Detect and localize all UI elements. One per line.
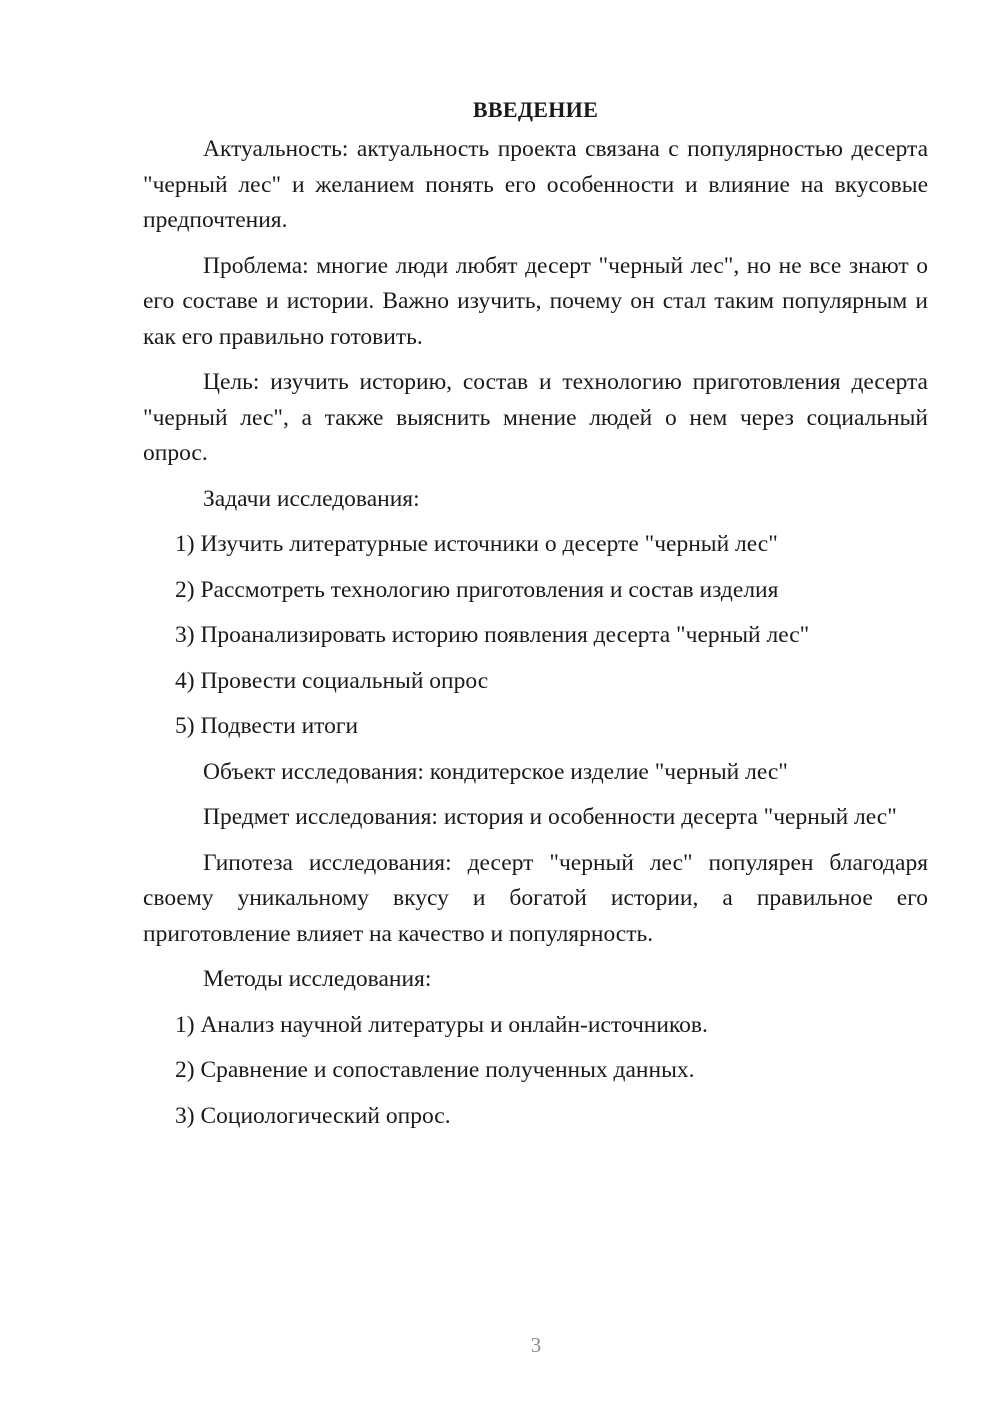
task-item: 4) Провести социальный опрос xyxy=(175,667,489,694)
method-item: 1) Анализ научной литературы и онлайн-источников. xyxy=(175,1011,708,1038)
tasks-heading: Задачи исследования: xyxy=(203,485,420,512)
task-item: 5) Подвести итоги xyxy=(175,713,359,739)
methods-heading: Методы исследования: xyxy=(203,966,432,992)
object-line: Объект исследования: кондитерское изделие "черный лес" xyxy=(203,758,788,785)
problem-paragraph: Проблема: многие люди любят десерт "черный лес", но не все знают о его составе и истории. Важно изучить, почему он стал таким популярным и как его правильно готовить. xyxy=(143,252,928,350)
hypothesis-paragraph: Гипотеза исследования: десерт "черный лес" популярен благодаря своему уникальному вкусу и богатой истории, а правильное его приготовление влияет на качество и популярность. xyxy=(143,849,928,947)
subject-line: Предмет исследования: история и особенности десерта "черный лес" xyxy=(203,804,897,830)
section-title: ВВЕДЕНИЕ xyxy=(472,97,599,122)
task-item: 1) Изучить литературные источники о десерте "черный лес" xyxy=(175,531,778,557)
relevance-paragraph: Актуальность: актуальность проекта связана с популярностью десерта "черный лес" и желанием понять его особенности и влияние на вкусовые предпочтения. xyxy=(143,136,928,233)
method-item: 2) Сравнение и сопоставление полученных данных. xyxy=(175,1057,695,1083)
page-content xyxy=(143,94,928,1144)
task-item: 3) Проанализировать историю появления десерта "черный лес" xyxy=(175,622,810,648)
goal-paragraph: Цель: изучить историю, состав и технологию приготовления десерта "черный лес", а также выяснить мнение людей о нем через социальный опрос. xyxy=(143,369,928,466)
method-item: 3) Социологический опрос. xyxy=(175,1102,451,1129)
task-item: 2) Рассмотреть технологию приготовления и состав изделия xyxy=(175,576,779,603)
page-number: 3 xyxy=(530,1333,542,1357)
